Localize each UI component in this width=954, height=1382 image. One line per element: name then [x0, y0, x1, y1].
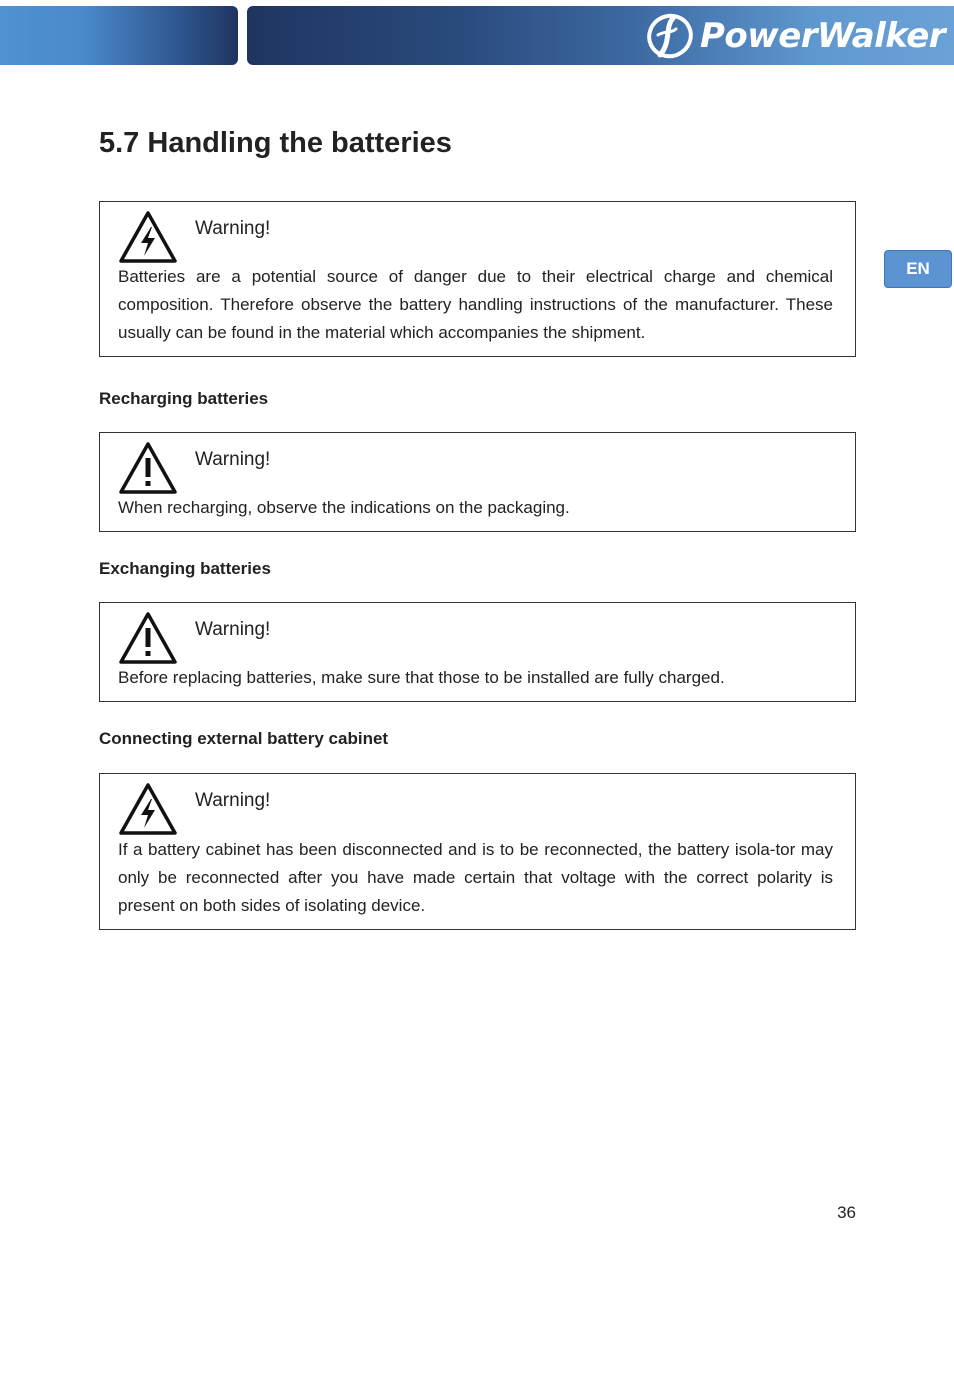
- section-title-connecting: Connecting external battery cabinet: [99, 729, 389, 748]
- page-title: 5.7 Handling the batteries: [99, 127, 452, 159]
- section-title-recharging: Recharging batteries: [99, 389, 269, 408]
- exclamation-warning-icon: [118, 611, 178, 665]
- warning-title: Warning!: [195, 790, 271, 811]
- powerwalker-swirl-logo-icon: [644, 11, 696, 61]
- electric-hazard-icon: [118, 210, 178, 264]
- brand-name: PowerWalker: [700, 16, 946, 56]
- warning-box-general: [99, 201, 856, 357]
- language-tab-en[interactable]: EN: [884, 250, 952, 288]
- header-band-left: [0, 6, 238, 65]
- warning-box-exchanging: [99, 602, 856, 702]
- warning-title: Warning!: [195, 619, 271, 640]
- warning-title: Warning!: [195, 218, 271, 239]
- exclamation-warning-icon: [118, 441, 178, 495]
- brand-logo: [644, 10, 944, 62]
- warning-body: If a battery cabinet has been disconnected and is to be reconnected, the battery isola-tor may only be reconnected after you have made certain that voltage with the correct polarity is present on both sides of isolating device.: [118, 840, 833, 915]
- warning-body: Batteries are a potential source of danger due to their electrical charge and chemical composition. Therefore observe the battery handling instructions of the manufacturer. These usually can be found in the material which accompanies the shipment.: [118, 267, 833, 342]
- warning-title: Warning!: [195, 449, 271, 470]
- warning-box-connecting: [99, 773, 856, 930]
- section-title-exchanging: Exchanging batteries: [99, 559, 271, 578]
- warning-box-recharging: [99, 432, 856, 532]
- page-number: 36: [837, 1203, 856, 1222]
- warning-body: When recharging, observe the indications on the packaging.: [118, 498, 570, 517]
- warning-body: Before replacing batteries, make sure that those to be installed are fully charged.: [118, 668, 725, 687]
- electric-hazard-icon: [118, 782, 178, 836]
